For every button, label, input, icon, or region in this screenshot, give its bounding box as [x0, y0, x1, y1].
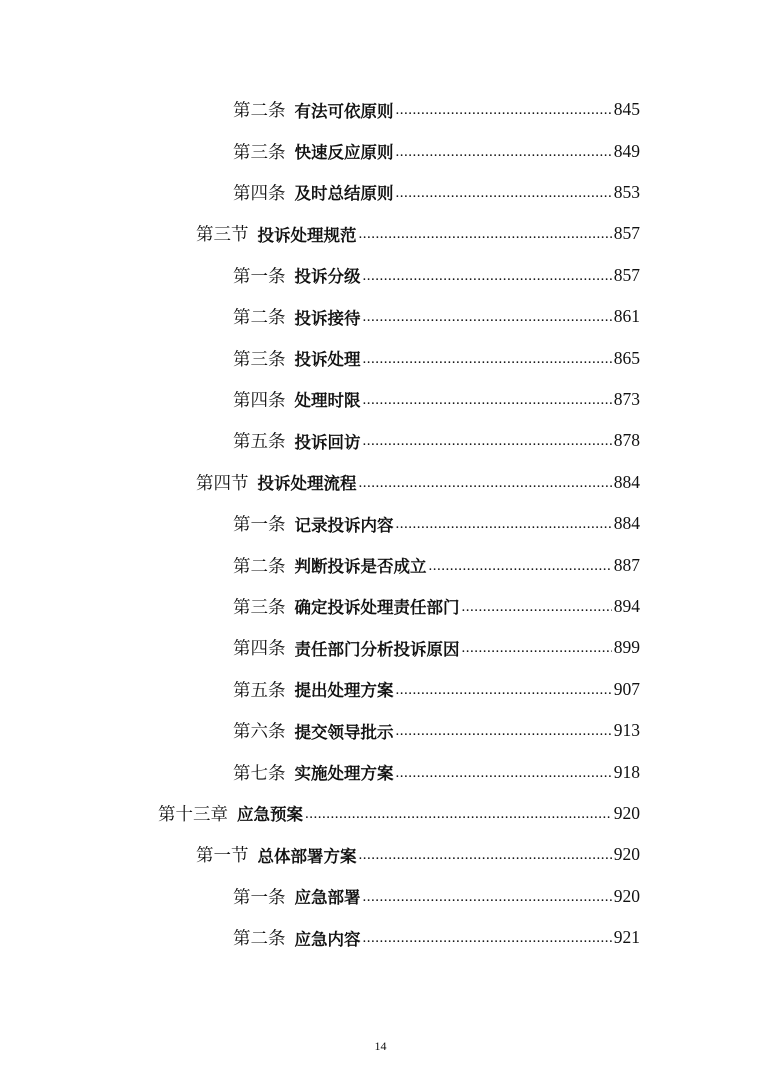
- toc-entry-label: 第四条: [233, 389, 286, 410]
- toc-entry[interactable]: [233, 917, 640, 958]
- toc-leader-dots: [363, 433, 612, 450]
- toc-entry[interactable]: [233, 379, 640, 420]
- toc-entry-page: 920: [613, 844, 640, 865]
- toc-entry-title: 判断投诉是否成立: [294, 557, 427, 577]
- toc-entry-label: 第五条: [233, 431, 286, 452]
- toc-entry-page: 884: [613, 471, 640, 492]
- toc-entry-title: 责任部门分析投诉原因: [294, 639, 460, 659]
- toc-entry-page: 853: [613, 181, 640, 202]
- toc-entry[interactable]: [233, 627, 640, 668]
- toc-entry-page: 873: [613, 388, 640, 409]
- toc-entry-title: 投诉接待: [294, 308, 361, 328]
- toc-entry-label: 第六条: [233, 721, 286, 742]
- toc-entry-title: 应急预案: [237, 805, 303, 825]
- toc-entry-page: 884: [613, 513, 640, 534]
- toc-entry-title: 处理时限: [294, 391, 361, 411]
- toc-entry-label: 第三条: [233, 348, 286, 369]
- toc-entry[interactable]: [233, 296, 640, 337]
- toc-entry[interactable]: [158, 793, 640, 834]
- toc-entry[interactable]: [233, 751, 640, 792]
- toc-leader-dots: [396, 102, 612, 119]
- toc-entry[interactable]: [233, 255, 640, 296]
- toc-leader-dots: [363, 930, 612, 947]
- toc-entry-title: 投诉处理规范: [257, 225, 357, 245]
- toc-entry-title: 应急内容: [294, 929, 361, 949]
- toc-entry-page: 921: [613, 927, 640, 948]
- toc-entry-title: 确定投诉处理责任部门: [294, 598, 460, 618]
- toc-leader-dots: [462, 599, 612, 616]
- toc-entry[interactable]: [196, 834, 640, 875]
- toc-entry-label: 第二条: [233, 100, 286, 121]
- toc-entry[interactable]: [233, 130, 640, 171]
- toc-entry[interactable]: [233, 710, 640, 751]
- toc-entry-page: 861: [613, 306, 640, 327]
- toc-entry-title: 实施处理方案: [294, 764, 394, 784]
- toc-entry-title: 应急部署: [294, 888, 361, 908]
- toc-entry-label: 第三节: [196, 224, 249, 245]
- toc-leader-dots: [363, 309, 612, 326]
- toc-leader-dots: [359, 475, 612, 492]
- toc-leader-dots: [396, 185, 612, 202]
- toc-leader-dots: [363, 889, 612, 906]
- toc-entry-page: 918: [613, 761, 640, 782]
- toc-entry[interactable]: [233, 544, 640, 585]
- toc-leader-dots: [359, 226, 612, 243]
- toc-entry-title: 投诉处理流程: [257, 474, 357, 494]
- toc-entry-page: 857: [613, 264, 640, 285]
- toc-entry[interactable]: [233, 420, 640, 461]
- toc-entry[interactable]: [196, 462, 640, 503]
- toc-leader-dots: [363, 351, 612, 368]
- toc-entry-label: 第三条: [233, 596, 286, 617]
- toc-entry[interactable]: [233, 876, 640, 917]
- toc-entry-page: 857: [613, 223, 640, 244]
- toc-entry-title: 提出处理方案: [294, 681, 394, 701]
- toc-entry-title: 投诉处理: [294, 350, 361, 370]
- toc-entry-label: 第四条: [233, 638, 286, 659]
- toc-leader-dots: [396, 516, 612, 533]
- toc-entry[interactable]: [233, 89, 640, 130]
- toc-entry-page: 894: [613, 595, 640, 616]
- toc-entry-label: 第十三章: [158, 803, 228, 824]
- toc-entry-label: 第五条: [233, 679, 286, 700]
- toc-entry-label: 第二条: [233, 928, 286, 949]
- toc-entry-label: 第一条: [233, 265, 286, 286]
- toc-entry[interactable]: [233, 503, 640, 544]
- toc-entry-title: 记录投诉内容: [294, 515, 394, 535]
- toc-entry-label: 第三条: [233, 141, 286, 162]
- toc-entry-label: 第七条: [233, 762, 286, 783]
- toc-entry-title: 总体部署方案: [257, 846, 357, 866]
- toc-leader-dots: [396, 144, 612, 161]
- toc-entry[interactable]: [233, 337, 640, 378]
- toc-leader-dots: [359, 847, 612, 864]
- toc-entry[interactable]: [196, 213, 640, 254]
- toc-leader-dots: [429, 558, 612, 575]
- toc-entry[interactable]: [233, 172, 640, 213]
- toc-entry-label: 第一节: [196, 845, 249, 866]
- toc-entry[interactable]: [233, 586, 640, 627]
- toc-leader-dots: [462, 640, 612, 657]
- toc-leader-dots: [363, 392, 612, 409]
- toc-entry-page: 849: [613, 140, 640, 161]
- toc-entry-page: 887: [613, 554, 640, 575]
- toc-entry-title: 提交领导批示: [294, 722, 394, 742]
- toc-entry-page: 899: [613, 637, 640, 658]
- toc-leader-dots: [396, 765, 612, 782]
- toc-entry-page: 913: [613, 720, 640, 741]
- toc-entry-page: 845: [613, 99, 640, 120]
- toc-entry-title: 及时总结原则: [294, 184, 394, 204]
- toc-entry-label: 第二条: [233, 307, 286, 328]
- toc-entry-page: 865: [613, 347, 640, 368]
- toc-entry-label: 第一条: [233, 886, 286, 907]
- toc-leader-dots: [396, 723, 612, 740]
- toc-entry-title: 投诉分级: [294, 267, 361, 287]
- toc-entry-label: 第二条: [233, 555, 286, 576]
- toc-leader-dots: [305, 806, 612, 823]
- toc-entry-label: 第四节: [196, 472, 249, 493]
- toc-leader-dots: [363, 268, 612, 285]
- toc-entry-label: 第四条: [233, 182, 286, 203]
- toc-entry-page: 920: [613, 885, 640, 906]
- toc-entry-label: 第一条: [233, 514, 286, 535]
- toc-entry-page: 878: [613, 430, 640, 451]
- toc-entry-page: 920: [613, 802, 640, 823]
- toc-entry-title: 投诉回访: [294, 432, 361, 452]
- toc-entry-page: 907: [613, 678, 640, 699]
- page-number: 14: [374, 1039, 387, 1053]
- toc-entry-title: 有法可依原则: [294, 101, 394, 121]
- toc-entry[interactable]: [233, 669, 640, 710]
- toc-entry-title: 快速反应原则: [294, 143, 394, 163]
- toc-leader-dots: [396, 682, 612, 699]
